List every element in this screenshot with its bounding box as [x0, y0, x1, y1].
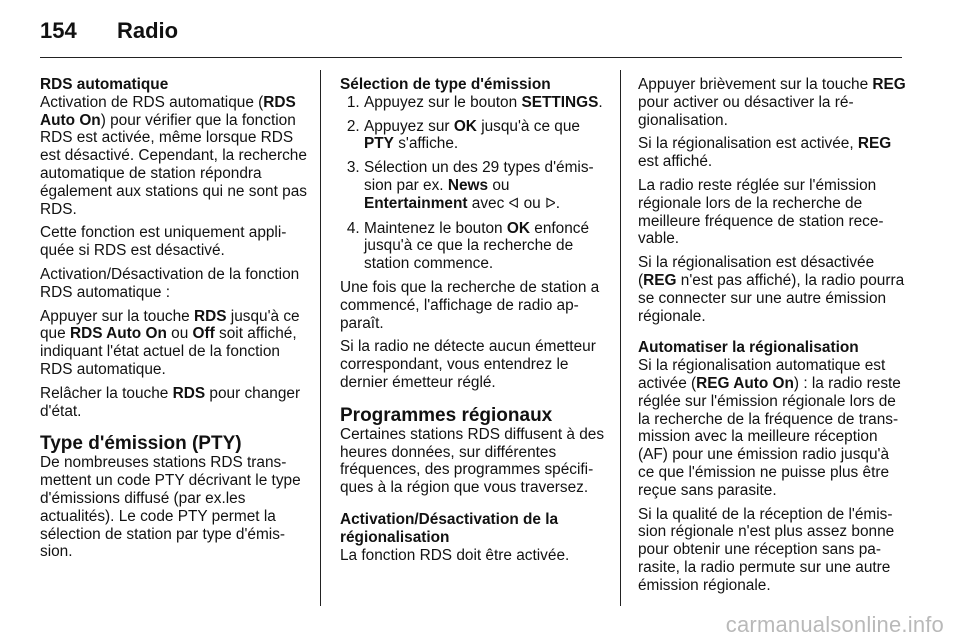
arrow-right-icon: ᐅ	[545, 195, 556, 212]
header-rule	[40, 57, 902, 58]
subheading-regional-toggle: Activation/Désactivation de la régionalisation	[340, 510, 559, 546]
paragraph: Si la qualité de la réception de l'émission régionale n'est plus assez bonne pour obtenir une réception sans parasite, la radio permute sur une autre émission régionale.	[638, 505, 895, 594]
section-title-pty: Type d'émission (PTY)	[40, 433, 242, 455]
paragraph: Appuyer brièvement sur la touche REG pour activer ou désactiver la régionalisation.	[638, 76, 906, 129]
subheading-rds-auto: RDS automatique	[40, 76, 169, 93]
chapter-title: Radio	[117, 18, 179, 43]
paragraph: Si la régionalisation est désactivée (REG n'est pas affiché), la radio pourra se connecter sur une autre émission régionale.	[638, 254, 905, 325]
paragraph: Activation/Désactivation de la fonction RDS automatique :	[40, 265, 300, 301]
paragraph: Appuyer sur la touche RDS jusqu'à ce que RDS Auto On ou Off soit affiché, indiquant l'état actuel de la fonction RDS automatique.	[40, 307, 300, 378]
column-3	[638, 76, 908, 601]
watermark: carmanualsonline.info	[725, 612, 944, 637]
page-header	[40, 18, 920, 58]
column-2	[340, 76, 608, 570]
paragraph: Relâcher la touche RDS pour changer d'état.	[40, 384, 301, 420]
paragraph: Une fois que la recherche de station a commencé, l'affichage de radio apparaît.	[340, 278, 600, 332]
paragraph: La fonction RDS doit être activée.	[340, 546, 570, 564]
section-title-regional: Programmes régionaux	[340, 404, 553, 426]
column-divider-1	[320, 70, 321, 606]
paragraph: Cette fonction est uniquement appliquée si RDS est désactivé.	[40, 224, 287, 260]
paragraph: Si la régionalisation est activée, REG est affiché.	[638, 135, 892, 171]
subheading-pty-selection: Sélection de type d'émission	[340, 76, 551, 93]
paragraph: Si la radio ne détecte aucun émetteur correspondant, vous entendrez le dernier émetteur réglé.	[340, 338, 596, 391]
arrow-left-icon: ᐊ	[508, 195, 520, 212]
paragraph: Activation de RDS automatique (RDS Auto On) pour vérifier que la fonction RDS est activée, même lorsque RDS est désactivé. Cependant, la recherche automatique de station répondra également aux stations qui ne sont pas RDS.	[40, 93, 307, 218]
paragraph: Si la régionalisation automatique est activée (REG Auto On) : la radio reste réglée sur l'émission régionale lors de la recherche de la fréquence de transmission avec la meilleure réception (AF) pour une émission radio jusqu'à ce que l'émission ne puisse plus être reçue sans parasite.	[638, 357, 901, 499]
paragraph: La radio reste réglée sur l'émission régionale lors de la recherche de meilleure fréquence de station recevable.	[638, 176, 884, 248]
page-number: 154	[40, 18, 77, 43]
subheading-auto-regional: Automatiser la régionalisation	[638, 339, 859, 357]
list-item: 3. Sélection un des 29 types d'émission par ex. News ou Entertainment avec ᐊ ou ᐅ.	[364, 159, 608, 213]
column-divider-2	[620, 70, 621, 606]
paragraph: De nombreuses stations RDS transmettent un code PTY décrivant le type d'émissions diffusé (par ex.les actualités). Le code PTY permet la sélection de station par type d'émission.	[40, 454, 301, 561]
list-item: 1. Appuyez sur le bouton SETTINGS.	[364, 94, 608, 112]
paragraph: Certaines stations RDS diffusent à des heures données, sur différentes fréquences, des programmes spécifiques à la région que vous traversez.	[340, 425, 605, 497]
steps-list	[340, 94, 608, 273]
list-item: 2. Appuyez sur OK jusqu'à ce que PTY s'affiche.	[364, 118, 608, 154]
column-1	[40, 76, 308, 567]
list-item: 4. Maintenez le bouton OK enfoncé jusqu'à ce que la recherche de station commence.	[364, 220, 608, 273]
